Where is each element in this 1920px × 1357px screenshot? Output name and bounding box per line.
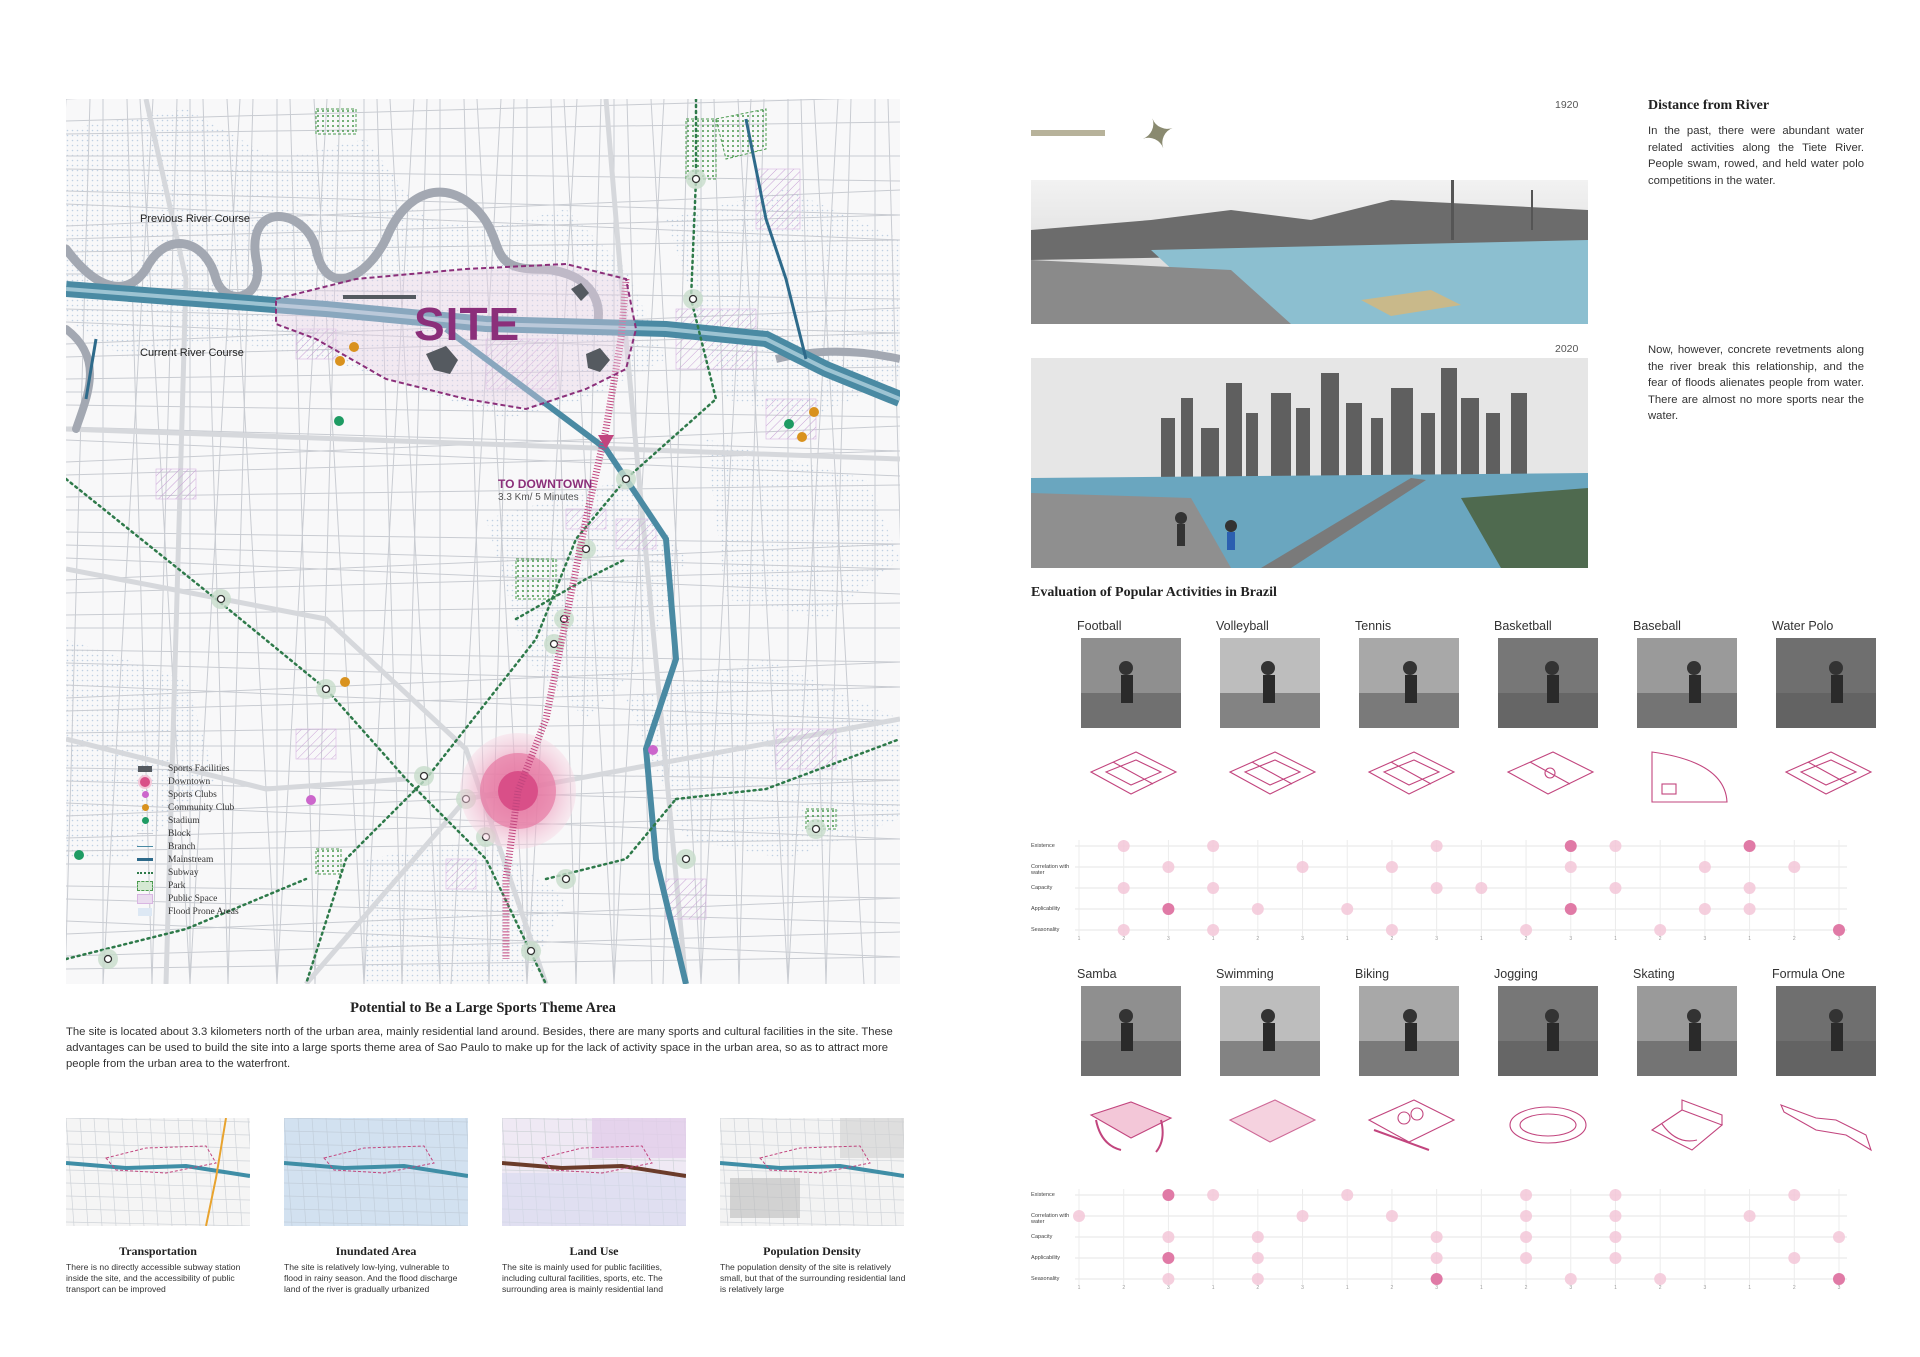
activity-icon [1776, 742, 1876, 812]
score-dot [1609, 1252, 1621, 1264]
grid-tick-label: 3 [1167, 1285, 1170, 1289]
analysis-map-population-density [720, 1118, 904, 1226]
past-text: In the past, there were abundant water related activities along the Tiete River. People swam, rowed, and held water polo competitions in the water. [1648, 125, 1864, 187]
score-dot [1520, 1252, 1532, 1264]
grid-tick-label: 1 [1748, 936, 1751, 940]
legend-item [136, 840, 239, 853]
analysis-title: Land Use [569, 1244, 619, 1258]
activity-label: Jogging [1494, 967, 1538, 981]
activity-photo-graphic [1220, 638, 1320, 728]
activity-photo-graphic [1498, 986, 1598, 1076]
analysis-desc: The site is relatively low-lying, vulnerable to flood in rainy season. And the flood discharge land of the river is gradually urbanized [284, 1262, 458, 1294]
analysis-map-land-use [502, 1118, 686, 1226]
analysis-map-graphic [284, 1118, 468, 1226]
activity-photo-graphic [1359, 986, 1459, 1076]
activity-icon [1081, 1090, 1181, 1160]
grid-tick-label: 1 [1077, 936, 1081, 940]
legend-item [136, 827, 239, 840]
score-dot [1252, 1273, 1264, 1285]
activity-photo-graphic [1359, 638, 1459, 728]
samba-court-icon [1081, 1090, 1181, 1160]
activity-photo-graphic [1637, 638, 1737, 728]
mainstream-line [136, 855, 154, 865]
analysis-desc: There is no directly accessible subway station inside the site, and the accessibility of public transport can be improved [66, 1262, 241, 1294]
analysis-desc: The population density of the site is relatively small, but that of the surrounding residential land is relatively large [720, 1262, 906, 1294]
analysis-map-inundated-area [284, 1118, 468, 1226]
score-dot [1207, 1189, 1219, 1201]
activity-icon [1776, 1090, 1876, 1160]
grid-tick-label: 2 [1390, 1285, 1394, 1289]
legend-item [136, 814, 239, 827]
score-dot [1744, 903, 1756, 915]
activity-label: Swimming [1216, 967, 1274, 981]
activity-photo-graphic [1637, 986, 1737, 1076]
activity-icon [1359, 1090, 1459, 1160]
legend-item [136, 866, 239, 879]
analysis-desc: The site is mainly used for public facilities, including cultural facilities, sports, etc. The surrounding area is mainly residential land [502, 1262, 663, 1294]
grid-tick-label: 2 [1256, 936, 1260, 940]
score-dot [1341, 1189, 1353, 1201]
score-dot [1609, 1189, 1621, 1201]
grid-tick-label: 1 [1077, 1285, 1081, 1289]
grid-tick-label: 2 [1658, 936, 1662, 940]
grid-tick-label: 2 [1658, 1285, 1662, 1289]
criterion-label: Correlation with water [1031, 1213, 1070, 1225]
grid-tick-label: 2 [1122, 1285, 1126, 1289]
score-dot [1833, 1231, 1845, 1243]
legend-item [136, 892, 239, 905]
score-dot [1788, 1189, 1800, 1201]
score-dot [1520, 1189, 1532, 1201]
legend-item [136, 879, 239, 892]
public-space-swatch [136, 894, 154, 904]
score-dot [1341, 903, 1353, 915]
activity-photo-graphic [1220, 986, 1320, 1076]
criterion-label: Applicability [1031, 906, 1061, 912]
score-dot [1699, 903, 1711, 915]
year-past: 1920 [1555, 99, 1579, 111]
activity-photo [1220, 986, 1320, 1076]
grid-tick-label: 2 [1792, 1285, 1796, 1289]
score-dot [1788, 1252, 1800, 1264]
activity-icon [1637, 1090, 1737, 1160]
score-dot [1520, 924, 1532, 936]
grid-tick-label: 3 [1569, 936, 1573, 940]
activity-label: Volleyball [1216, 619, 1269, 633]
score-dot [1252, 1252, 1264, 1264]
activity-icon [1498, 742, 1598, 812]
photo-1920 [1031, 180, 1588, 324]
score-dot [1162, 903, 1174, 915]
score-dot [1609, 1231, 1621, 1243]
grid-tick-label: 1 [1479, 936, 1483, 940]
potential-body: The site is located about 3.3 kilometers north of the urban area, mainly residential land around. Besides, there are many sports and cultural facilities in the site. These advantages can be used to build the site into a large sports theme area of Sao Paulo to make up for the lack of activity space in the urban area, so as to attract more people from the urban area to the waterfront. [66, 1026, 893, 1070]
map-legend [136, 762, 239, 918]
evaluation-title: Evaluation of Popular Activities in Brazil [1031, 585, 1277, 600]
skating-court-icon [1637, 1090, 1737, 1160]
year-now: 2020 [1555, 343, 1579, 355]
legend-label: Subway [168, 867, 199, 878]
legend-item [136, 775, 239, 788]
grid-tick-label: 1 [1211, 936, 1215, 940]
score-dot [1073, 1210, 1085, 1222]
grid-tick-label: 3 [1301, 936, 1304, 940]
legend-item [136, 905, 239, 918]
legend-label: Block [168, 828, 191, 839]
score-dot [1118, 924, 1130, 936]
score-dot [1520, 1210, 1532, 1222]
legend-label: Sports Clubs [168, 789, 217, 800]
score-grid-graphic [1031, 1189, 1851, 1289]
score-dot [1654, 924, 1666, 936]
grid-tick-label: 1 [1211, 1285, 1215, 1289]
criterion-label: Existence [1031, 843, 1055, 849]
grid-tick-label: 3 [1569, 1285, 1573, 1289]
score-dot [1788, 861, 1800, 873]
grid-tick-label: 2 [1524, 1285, 1528, 1289]
score-dot [1565, 840, 1577, 852]
basketball-court-icon [1498, 742, 1598, 812]
activity-photo [1498, 638, 1598, 728]
criterion-label: Existence [1031, 1192, 1055, 1198]
legend-label: Park [168, 880, 186, 891]
score-dot [1609, 840, 1621, 852]
score-dot [1609, 882, 1621, 894]
grid-tick-label: 1 [1345, 936, 1349, 940]
score-dot [1431, 882, 1443, 894]
flood-swatch [136, 907, 154, 917]
grid-tick-label: 3 [1435, 936, 1439, 940]
distance-title: Distance from River [1648, 98, 1770, 113]
activity-icon [1498, 1090, 1598, 1160]
grid-tick-label: 2 [1122, 936, 1126, 940]
score-dot [1833, 1273, 1845, 1285]
score-dot [1475, 882, 1487, 894]
score-dot [1386, 924, 1398, 936]
downtown-sublabel: 3.3 Km/ 5 Minutes [498, 492, 579, 503]
score-dot [1699, 861, 1711, 873]
branch-line [136, 842, 154, 852]
score-dot [1654, 1273, 1666, 1285]
grid-tick-label: 3 [1837, 1285, 1841, 1289]
activity-photo [1220, 638, 1320, 728]
analysis-map-transportation [66, 1118, 250, 1226]
score-dot [1565, 861, 1577, 873]
volleyball-court-icon [1220, 742, 1320, 812]
score-grid [1031, 840, 1851, 945]
grid-tick-label: 3 [1703, 936, 1707, 940]
grid-tick-label: 3 [1301, 1285, 1304, 1289]
downtown-swatch [136, 777, 154, 787]
activity-photo [1637, 986, 1737, 1076]
activity-photo [1637, 638, 1737, 728]
score-dot [1744, 882, 1756, 894]
downtown-label: TO DOWNTOWN [498, 477, 593, 491]
legend-item [136, 762, 239, 775]
activity-photo-graphic [1776, 986, 1876, 1076]
criterion-label: Correlation with water [1031, 864, 1070, 876]
criterion-label: Applicability [1031, 1255, 1061, 1261]
legend-label: Public Space [168, 893, 218, 904]
legend-item [136, 801, 239, 814]
score-dot [1431, 1252, 1443, 1264]
activity-photo-graphic [1081, 638, 1181, 728]
grid-tick-label: 1 [1479, 1285, 1483, 1289]
score-dot [1207, 882, 1219, 894]
criterion-label: Seasonality [1031, 927, 1060, 933]
activity-photo-graphic [1498, 638, 1598, 728]
score-dot [1118, 882, 1130, 894]
score-dot [1162, 1231, 1174, 1243]
site-map [66, 99, 900, 984]
baseball-court-icon [1637, 742, 1737, 812]
score-dot [1744, 1210, 1756, 1222]
swimming-court-icon [1220, 1090, 1320, 1160]
activity-photo-graphic [1081, 986, 1181, 1076]
score-dot [1297, 861, 1309, 873]
activity-label: Biking [1355, 967, 1390, 981]
legend-item [136, 853, 239, 866]
jogging-court-icon [1498, 1090, 1598, 1160]
activity-icon [1220, 1090, 1320, 1160]
criterion-label: Capacity [1031, 885, 1053, 891]
activity-label: Basketball [1494, 619, 1552, 633]
biking-court-icon [1359, 1090, 1459, 1160]
activity-label: Skating [1633, 967, 1675, 981]
score-dot [1565, 903, 1577, 915]
activity-photo [1776, 986, 1876, 1076]
sports-club-dot [136, 790, 154, 800]
grid-tick-label: 2 [1256, 1285, 1260, 1289]
water-polo-court-icon [1776, 742, 1876, 812]
park-swatch [136, 881, 154, 891]
diving-board [1031, 130, 1105, 136]
score-grid-graphic [1031, 840, 1851, 940]
score-dot [1833, 924, 1845, 936]
score-dot [1162, 861, 1174, 873]
activity-icon [1220, 742, 1320, 812]
activity-label: Formula One [1772, 967, 1845, 981]
activity-label: Water Polo [1772, 619, 1834, 633]
score-dot [1297, 1210, 1309, 1222]
activity-photo [1359, 638, 1459, 728]
sports-facility-swatch [136, 764, 154, 774]
grid-tick-label: 1 [1748, 1285, 1751, 1289]
analysis-map-graphic [502, 1118, 686, 1226]
score-dot [1386, 861, 1398, 873]
score-dot [1252, 1231, 1264, 1243]
block-line [136, 829, 154, 839]
photo-1920-graphic [1031, 180, 1588, 324]
grid-tick-label: 1 [1345, 1285, 1349, 1289]
analysis-map-graphic [720, 1118, 904, 1226]
score-dot [1431, 1231, 1443, 1243]
grid-tick-label: 1 [1614, 936, 1617, 940]
activity-label: Baseball [1633, 619, 1681, 633]
grid-tick-label: 3 [1435, 1285, 1439, 1289]
site-label: SITE [414, 298, 521, 350]
grid-tick-label: 2 [1390, 936, 1394, 940]
now-text: Now, however, concrete revetments along the river break this relationship, and the fear of floods alienates people from water. There are almost no more sports near the water. [1648, 344, 1864, 422]
score-dot [1252, 903, 1264, 915]
activity-photo [1081, 986, 1181, 1076]
formula-one-court-icon [1776, 1090, 1876, 1160]
current-river-label: Current River Course [140, 347, 244, 359]
activity-photo [1498, 986, 1598, 1076]
score-dot [1162, 1189, 1174, 1201]
score-dot [1162, 1252, 1174, 1264]
grid-tick-label: 3 [1167, 936, 1170, 940]
activity-label: Samba [1077, 967, 1117, 981]
legend-label: Stadium [168, 815, 200, 826]
score-dot [1207, 840, 1219, 852]
legend-label: Sports Facilities [168, 763, 230, 774]
activity-label: Tennis [1355, 619, 1392, 633]
grid-tick-label: 1 [1614, 1285, 1617, 1289]
score-dot [1207, 924, 1219, 936]
grid-tick-label: 3 [1703, 1285, 1707, 1289]
potential-title: Potential to Be a Large Sports Theme Area [350, 1000, 616, 1016]
analysis-title: Transportation [119, 1244, 197, 1258]
score-grid [1031, 1189, 1851, 1294]
analysis-title: Population Density [763, 1244, 861, 1258]
football-court-icon [1081, 742, 1181, 812]
score-dot [1431, 840, 1443, 852]
diver-icon: ✦ [1133, 104, 1183, 161]
activity-label: Football [1077, 619, 1122, 633]
legend-label: Downtown [168, 776, 211, 787]
grid-tick-label: 3 [1837, 936, 1841, 940]
score-dot [1386, 1210, 1398, 1222]
activity-photo [1081, 638, 1181, 728]
legend-label: Community Club [168, 802, 235, 813]
activity-icon [1081, 742, 1181, 812]
photo-2020-graphic [1031, 358, 1588, 568]
score-dot [1609, 1210, 1621, 1222]
score-dot [1431, 1273, 1443, 1285]
criterion-label: Capacity [1031, 1234, 1053, 1240]
grid-tick-label: 2 [1524, 936, 1528, 940]
previous-river-label: Previous River Course [140, 213, 251, 225]
score-dot [1744, 840, 1756, 852]
activity-icon [1359, 742, 1459, 812]
legend-item [136, 788, 239, 801]
analysis-map-graphic [66, 1118, 250, 1226]
legend-label: Mainstream [168, 854, 214, 865]
grid-tick-label: 2 [1792, 936, 1796, 940]
legend-label: Branch [168, 841, 196, 852]
score-dot [1565, 1273, 1577, 1285]
legend-label: Flood Prone Areas [168, 906, 239, 917]
activity-photo [1776, 638, 1876, 728]
activity-photo [1359, 986, 1459, 1076]
subway-line [136, 868, 154, 878]
tennis-court-icon [1359, 742, 1459, 812]
activity-photo-graphic [1776, 638, 1876, 728]
analysis-title: Inundated Area [335, 1244, 417, 1258]
activity-icon [1637, 742, 1737, 812]
score-dot [1118, 840, 1130, 852]
score-dot [1162, 1273, 1174, 1285]
stadium-dot [136, 816, 154, 826]
criterion-label: Seasonality [1031, 1276, 1060, 1282]
score-dot [1520, 1231, 1532, 1243]
photo-2020 [1031, 358, 1588, 568]
community-club-dot [136, 803, 154, 813]
